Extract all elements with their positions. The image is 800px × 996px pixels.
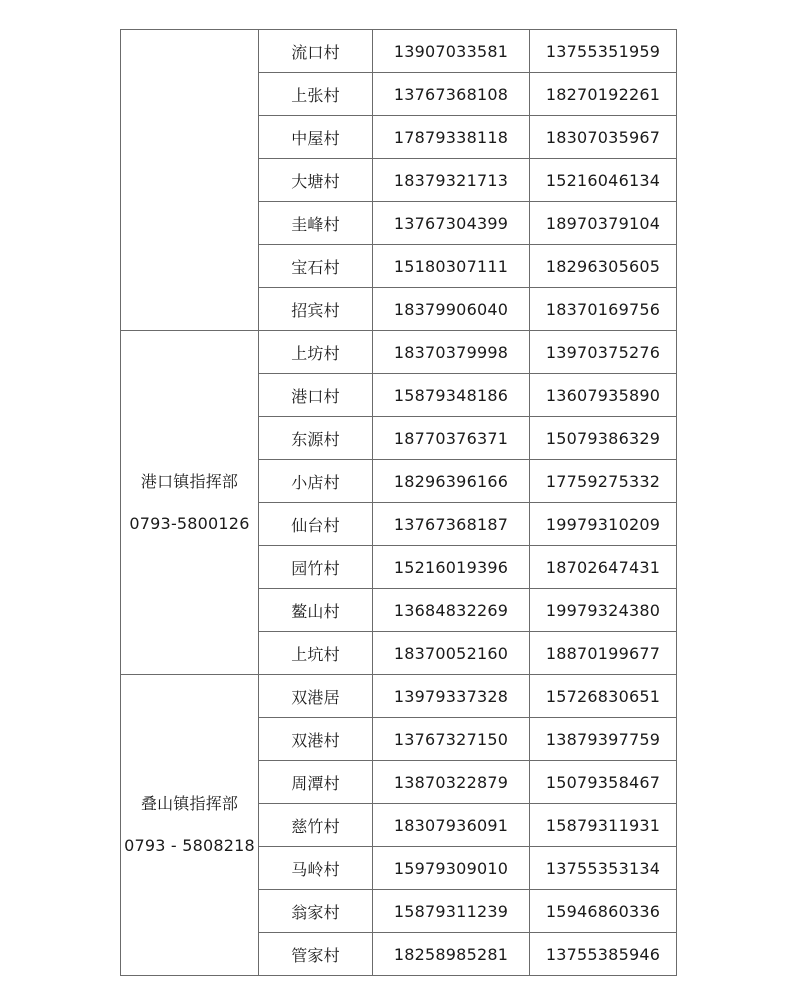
village-name: 翁家村 [259, 890, 373, 933]
primary-phone: 18307936091 [373, 804, 530, 847]
primary-phone: 17879338118 [373, 116, 530, 159]
secondary-phone: 18702647431 [530, 546, 677, 589]
primary-phone: 18379906040 [373, 288, 530, 331]
village-name: 双港居 [259, 675, 373, 718]
secondary-phone: 13755353134 [530, 847, 677, 890]
village-name: 圭峰村 [259, 202, 373, 245]
village-name: 周潭村 [259, 761, 373, 804]
village-name: 上坊村 [259, 331, 373, 374]
secondary-phone: 13755385946 [530, 933, 677, 976]
secondary-phone: 13755351959 [530, 30, 677, 73]
secondary-phone: 18270192261 [530, 73, 677, 116]
village-name: 港口村 [259, 374, 373, 417]
table-row [121, 331, 677, 374]
village-name: 鳌山村 [259, 589, 373, 632]
primary-phone: 15180307111 [373, 245, 530, 288]
village-name: 流口村 [259, 30, 373, 73]
village-name: 中屋村 [259, 116, 373, 159]
village-name: 小店村 [259, 460, 373, 503]
department-cell [121, 675, 259, 976]
secondary-phone: 15216046134 [530, 159, 677, 202]
village-name: 慈竹村 [259, 804, 373, 847]
primary-phone: 15879311239 [373, 890, 530, 933]
primary-phone: 13684832269 [373, 589, 530, 632]
department-phone: 0793 - 5808218 [124, 836, 255, 855]
primary-phone: 15979309010 [373, 847, 530, 890]
village-name: 大塘村 [259, 159, 373, 202]
primary-phone: 18296396166 [373, 460, 530, 503]
table-row [121, 30, 677, 73]
secondary-phone: 18307035967 [530, 116, 677, 159]
secondary-phone: 13607935890 [530, 374, 677, 417]
contact-table [120, 29, 677, 976]
secondary-phone: 15079386329 [530, 417, 677, 460]
primary-phone: 15879348186 [373, 374, 530, 417]
primary-phone: 18370379998 [373, 331, 530, 374]
secondary-phone: 15726830651 [530, 675, 677, 718]
village-name: 马岭村 [259, 847, 373, 890]
secondary-phone: 18970379104 [530, 202, 677, 245]
village-name: 东源村 [259, 417, 373, 460]
primary-phone: 13870322879 [373, 761, 530, 804]
village-name: 宝石村 [259, 245, 373, 288]
secondary-phone: 18296305605 [530, 245, 677, 288]
secondary-phone: 19979310209 [530, 503, 677, 546]
department-phone: 0793-5800126 [129, 513, 250, 533]
secondary-phone: 18370169756 [530, 288, 677, 331]
village-name: 招宾村 [259, 288, 373, 331]
secondary-phone: 19979324380 [530, 589, 677, 632]
secondary-phone: 17759275332 [530, 460, 677, 503]
primary-phone: 13767327150 [373, 718, 530, 761]
primary-phone: 18379321713 [373, 159, 530, 202]
primary-phone: 15216019396 [373, 546, 530, 589]
primary-phone: 13907033581 [373, 30, 530, 73]
secondary-phone: 15079358467 [530, 761, 677, 804]
department-cell [121, 331, 259, 675]
table-row [121, 675, 677, 718]
primary-phone: 18258985281 [373, 933, 530, 976]
primary-phone: 18370052160 [373, 632, 530, 675]
secondary-phone: 13970375276 [530, 331, 677, 374]
secondary-phone: 18870199677 [530, 632, 677, 675]
secondary-phone: 15879311931 [530, 804, 677, 847]
village-name: 仙台村 [259, 503, 373, 546]
village-name: 上张村 [259, 73, 373, 116]
primary-phone: 13767368108 [373, 73, 530, 116]
village-name: 上坑村 [259, 632, 373, 675]
department-cell [121, 30, 259, 331]
primary-phone: 13979337328 [373, 675, 530, 718]
primary-phone: 18770376371 [373, 417, 530, 460]
secondary-phone: 15946860336 [530, 890, 677, 933]
table-body [121, 30, 677, 976]
department-name: 叠山镇指挥部 [140, 794, 239, 813]
village-name: 管家村 [259, 933, 373, 976]
village-name: 园竹村 [259, 546, 373, 589]
village-name: 双港村 [259, 718, 373, 761]
secondary-phone: 13879397759 [530, 718, 677, 761]
department-name: 港口镇指挥部 [140, 471, 239, 491]
primary-phone: 13767304399 [373, 202, 530, 245]
primary-phone: 13767368187 [373, 503, 530, 546]
